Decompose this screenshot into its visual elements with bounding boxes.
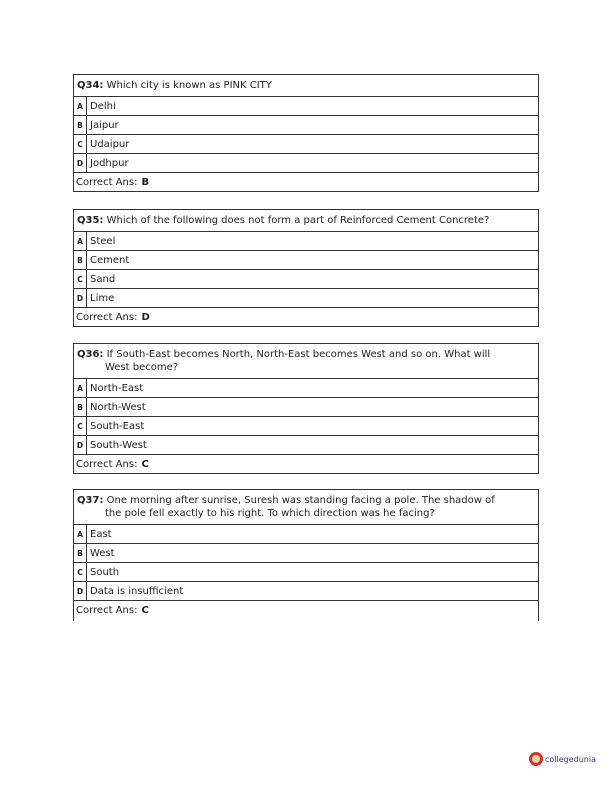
question-text: If South-East becomes North, North-East becomes West and so on. What will — [106, 349, 491, 360]
correct-answer-label: Correct Ans: — [76, 458, 138, 470]
option-text: West — [90, 547, 115, 559]
option-text: Udaipur — [90, 138, 130, 150]
option-letter: C — [74, 135, 87, 153]
option-d — [74, 289, 538, 308]
correct-answer — [74, 308, 538, 326]
option-text: Delhi — [90, 100, 116, 112]
correct-answer-value: D — [141, 311, 150, 323]
question-text-continued: the pole fell exactly to his right. To which direction was he facing? — [105, 508, 435, 519]
option-text: Data is insufficient — [90, 585, 184, 597]
option-text: South-West — [90, 439, 147, 451]
question-header — [74, 210, 538, 232]
option-letter: C — [74, 563, 87, 581]
option-text: Lime — [90, 292, 115, 304]
question-header — [74, 490, 538, 525]
logo-text: collegedunia — [545, 754, 597, 764]
option-c — [74, 417, 538, 436]
question-text-continued: West become? — [105, 362, 179, 373]
option-b — [74, 544, 538, 563]
option-c — [74, 135, 538, 154]
option-a — [74, 379, 538, 398]
option-d — [74, 154, 538, 173]
option-d — [74, 582, 538, 601]
option-text: Sand — [90, 273, 116, 285]
option-text: South-East — [90, 420, 145, 432]
question-text: Which of the following does not form a part of Reinforced Cement Concrete? — [106, 215, 490, 226]
correct-answer-label: Correct Ans: — [76, 604, 138, 616]
option-b — [74, 251, 538, 270]
correct-answer-value: C — [141, 604, 149, 616]
option-text: North-West — [90, 401, 146, 413]
option-c — [74, 270, 538, 289]
correct-answer — [74, 173, 538, 191]
question-number: Q34: — [77, 80, 104, 91]
option-letter: B — [74, 544, 87, 562]
option-letter: D — [74, 289, 87, 307]
option-text: East — [90, 528, 112, 540]
option-letter: A — [74, 232, 87, 250]
question-number: Q36: — [77, 349, 104, 360]
question-number: Q35: — [77, 215, 104, 226]
option-letter: D — [74, 436, 87, 454]
question-text: Which city is known as PINK CITY — [106, 80, 272, 91]
option-d — [74, 436, 538, 455]
correct-answer — [74, 601, 538, 619]
option-b — [74, 116, 538, 135]
question-text: One morning after sunrise, Suresh was standing facing a pole. The shadow of — [106, 495, 495, 506]
option-a — [74, 525, 538, 544]
correct-answer-label: Correct Ans: — [76, 176, 138, 188]
question-block-34 — [73, 74, 539, 192]
question-block-36 — [73, 343, 539, 474]
option-text: South — [90, 566, 120, 578]
option-text: North-East — [90, 382, 144, 394]
option-b — [74, 398, 538, 417]
option-letter: D — [74, 582, 87, 600]
option-letter: B — [74, 116, 87, 134]
correct-answer — [74, 455, 538, 473]
correct-answer-label: Correct Ans: — [76, 311, 138, 323]
option-letter: B — [74, 398, 87, 416]
option-letter: B — [74, 251, 87, 269]
correct-answer-value: B — [141, 176, 150, 188]
option-letter: A — [74, 525, 87, 543]
option-letter: A — [74, 97, 87, 115]
collegedunia-logo — [529, 752, 596, 766]
option-c — [74, 563, 538, 582]
option-text: Jodhpur — [90, 157, 129, 169]
logo-mascot-icon — [529, 752, 543, 766]
option-text: Cement — [90, 254, 130, 266]
option-letter: C — [74, 270, 87, 288]
question-header — [74, 75, 538, 97]
question-number: Q37: — [77, 495, 104, 506]
option-text: Steel — [90, 235, 116, 247]
option-text: Jaipur — [90, 119, 119, 131]
question-block-37 — [73, 489, 539, 621]
option-letter: D — [74, 154, 87, 172]
question-block-35 — [73, 209, 539, 327]
correct-answer-value: C — [141, 458, 149, 470]
option-letter: A — [74, 379, 87, 397]
option-a — [74, 97, 538, 116]
option-letter: C — [74, 417, 87, 435]
question-header — [74, 344, 538, 379]
option-a — [74, 232, 538, 251]
